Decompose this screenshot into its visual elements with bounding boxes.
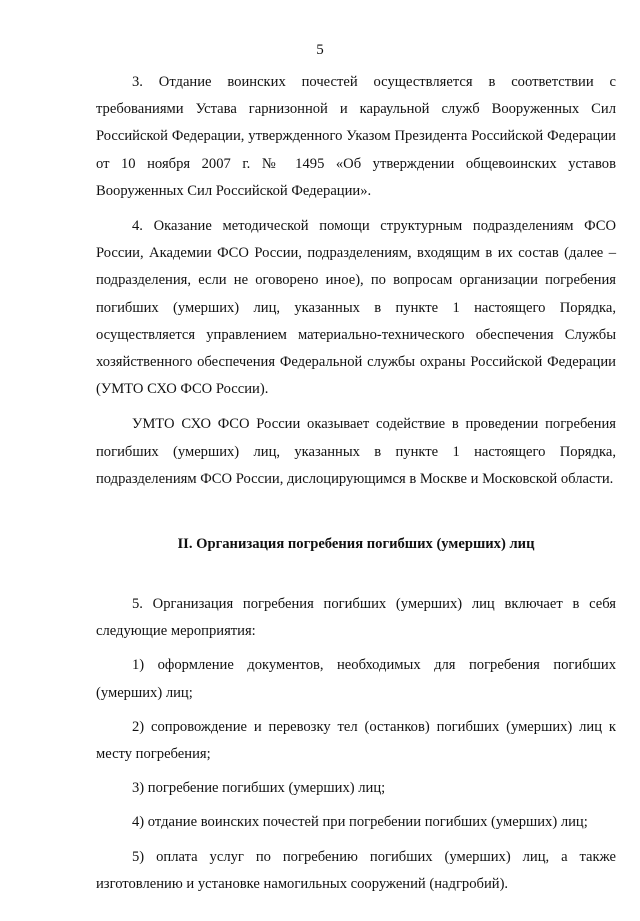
list-item: 3) погребение погибших (умерших) лиц; bbox=[132, 780, 386, 797]
list-item: 1) оформление документов, необходимых для погребения погибших (умерших) лиц; bbox=[96, 657, 616, 701]
paragraph-5-intro: 5. Организация погребения погибших (умерших) лиц включает в себя следующие мероприятия: bbox=[96, 596, 616, 640]
list-item: 4) отдание воинских почестей при погребении погибших (умерших) лиц; bbox=[132, 814, 588, 831]
paragraph-umto: УМТО СХО ФСО России оказывает содействие в проведении погребения погибших (умерших) лиц, указанных в пункте 1 настоящего Порядка, подразделениям ФСО России, дислоцирующимся в Москве и Московской области. bbox=[96, 416, 616, 487]
section-heading: II. Организация погребения погибших (умерших) лиц bbox=[177, 536, 535, 552]
list-item: 2) сопровождение и перевозку тел (останков) погибших (умерших) лиц к месту погребения; bbox=[96, 718, 616, 763]
page-number: 5 bbox=[316, 42, 324, 58]
list-item: 5) оплата услуг по погребению погибших (умерших) лиц, а также изготовлению и установке намогильных сооружений (надгробий). bbox=[96, 848, 616, 892]
paragraph-4: 4. Оказание методической помощи структурным подразделениям ФСО России, Академии ФСО России, подразделениям, входящим в их состав (далее – подразделения, если не оговорено иное), по вопросам организации погребения погибших (умерших) лиц, указанных в пункте 1 настоящего Порядка, осуществляется управлением материально-технического обеспечения Службы хозяйственного обеспечения Федеральной службы охраны Российской Федерации (УМТО СХО ФСО России). bbox=[96, 218, 616, 398]
document-body bbox=[96, 69, 616, 493]
measures-list bbox=[96, 591, 616, 898]
paragraph-3: 3. Отдание воинских почестей осуществляется в соответствии с требованиями Устава гарнизонной и караульной служб Вооруженных Сил Российской Федерации, утвержденного Указом Президента Российской Федерации от 10 ноября 2007 г. № 1495 «Об утверждении общевоинских уставов Вооруженных Сил Российской Федерации». bbox=[96, 74, 616, 199]
